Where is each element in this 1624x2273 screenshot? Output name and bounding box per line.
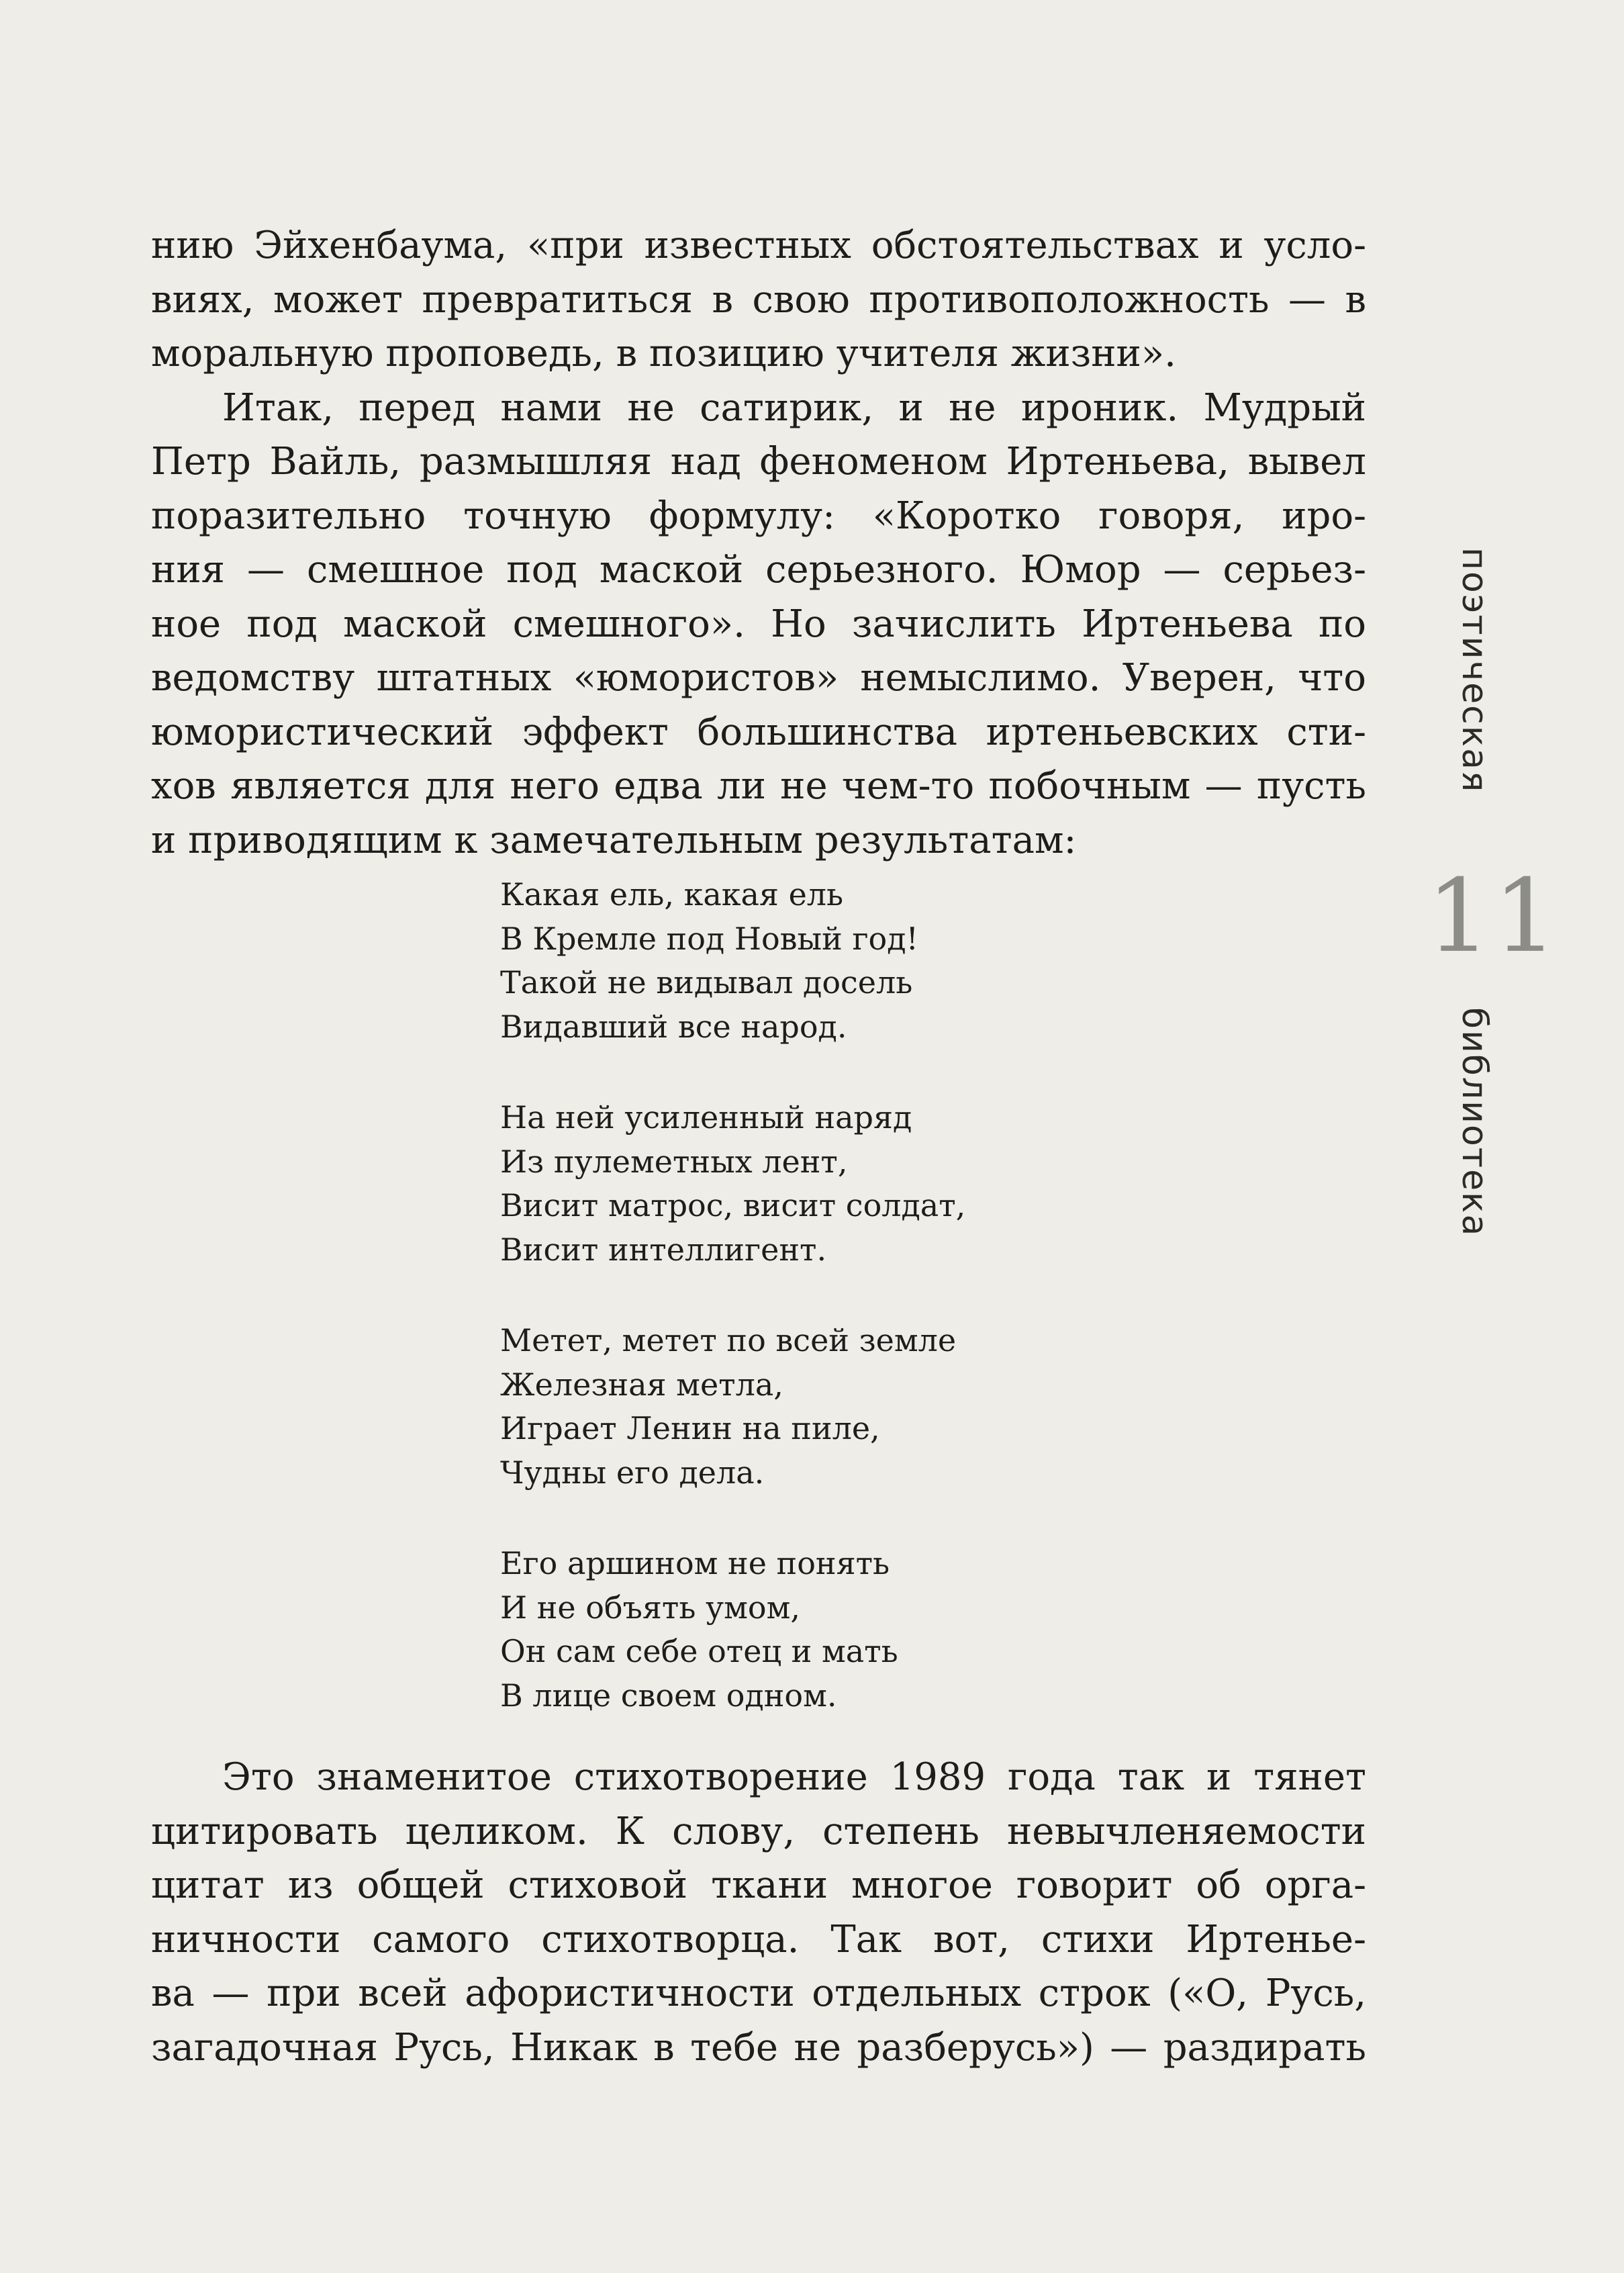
poem-line: Какая ель, какая ель [500, 876, 844, 913]
poem-quote [500, 873, 1104, 1765]
series-title-bottom: библиотека [1454, 1007, 1494, 1238]
paragraph-3 [151, 1751, 1366, 2075]
poem-line: Висит интеллигент. [500, 1231, 827, 1268]
poem-line: Из пулеметных лент, [500, 1143, 848, 1180]
poem-line: Метет, метет по всей земле [500, 1322, 957, 1358]
poem-stanza-3 [500, 1319, 1104, 1495]
text-line: ния — смешное под маской серьезного. Юмор — серьез- [151, 548, 1366, 592]
text-line: виях, может превратиться в свою противоположность — в [151, 277, 1366, 322]
poem-stanza-2 [500, 1096, 1104, 1272]
text-line: моральную проповедь, в позицию учителя жизни». [151, 332, 1176, 375]
poem-line: Играет Ленин на пиле, [500, 1410, 880, 1446]
text-line: Петр Вайль, размышляя над феноменом Иртеньева, вывел [151, 440, 1366, 483]
text-line: ведомству штатных «юмористов» немыслимо. Уверен, что [151, 656, 1366, 700]
text-column [151, 219, 1366, 868]
poem-line: Железная метла, [500, 1366, 783, 1403]
poem-line: Видавший все народ. [500, 1008, 847, 1045]
text-line: юмористический эффект большинства иртеньевских сти- [151, 710, 1366, 754]
text-line: хов является для него едва ли не чем-то побочным — пусть [151, 764, 1366, 808]
poem-line: Такой не видывал досель [500, 964, 913, 1001]
text-line: ное под маской смешного». Но зачислить Иртеньева по [151, 602, 1366, 646]
paragraph-2 [151, 381, 1366, 868]
poem-line: Висит матрос, висит солдат, [500, 1187, 966, 1223]
text-line: и приводящим к замечательным результатам: [151, 818, 1077, 862]
series-title-top: поэтическая [1454, 547, 1494, 794]
series-number: 11 [1427, 858, 1560, 975]
poem-line: В Кремле под Новый год! [500, 920, 919, 957]
poem-line: Чудны его дела. [500, 1454, 765, 1491]
poem-line: Он сам себе отец и мать [500, 1633, 898, 1669]
text-line: Это знаменитое стихотворение 1989 года так и тянет [222, 1755, 1366, 1799]
text-line: загадочная Русь, Никак в тебе не разберусь») — раздирать [151, 2025, 1366, 2070]
text-line: нию Эйхенбаума, «при известных обстоятельствах и усло- [151, 224, 1366, 267]
text-line: ва — при всей афористичности отдельных строк («О, Русь, [151, 1972, 1366, 2015]
poem-line: И не объять умом, [500, 1589, 800, 1626]
text-line: цитировать целиком. К слову, степень невычленяемости [151, 1809, 1366, 1853]
text-line: Итак, перед нами не сатирик, и не ироник. Мудрый [222, 385, 1366, 430]
text-column-lower [151, 1751, 1366, 2075]
text-line: поразительно точную формулу: «Коротко говоря, иро- [151, 494, 1366, 538]
poem-stanza-1 [500, 873, 1104, 1049]
poem-stanza-4 [500, 1542, 1104, 1718]
paragraph-1 [151, 219, 1366, 381]
text-line: цитат из общей стиховой ткани многое говорит об орга- [151, 1863, 1366, 1907]
poem-line: Его аршином не понять [500, 1545, 890, 1581]
poem-line: В лице своем одном. [500, 1677, 837, 1714]
text-line: ничности самого стихотворца. Так вот, стихи Иртенье- [151, 1917, 1366, 1961]
poem-line: На ней усиленный наряд [500, 1099, 912, 1135]
